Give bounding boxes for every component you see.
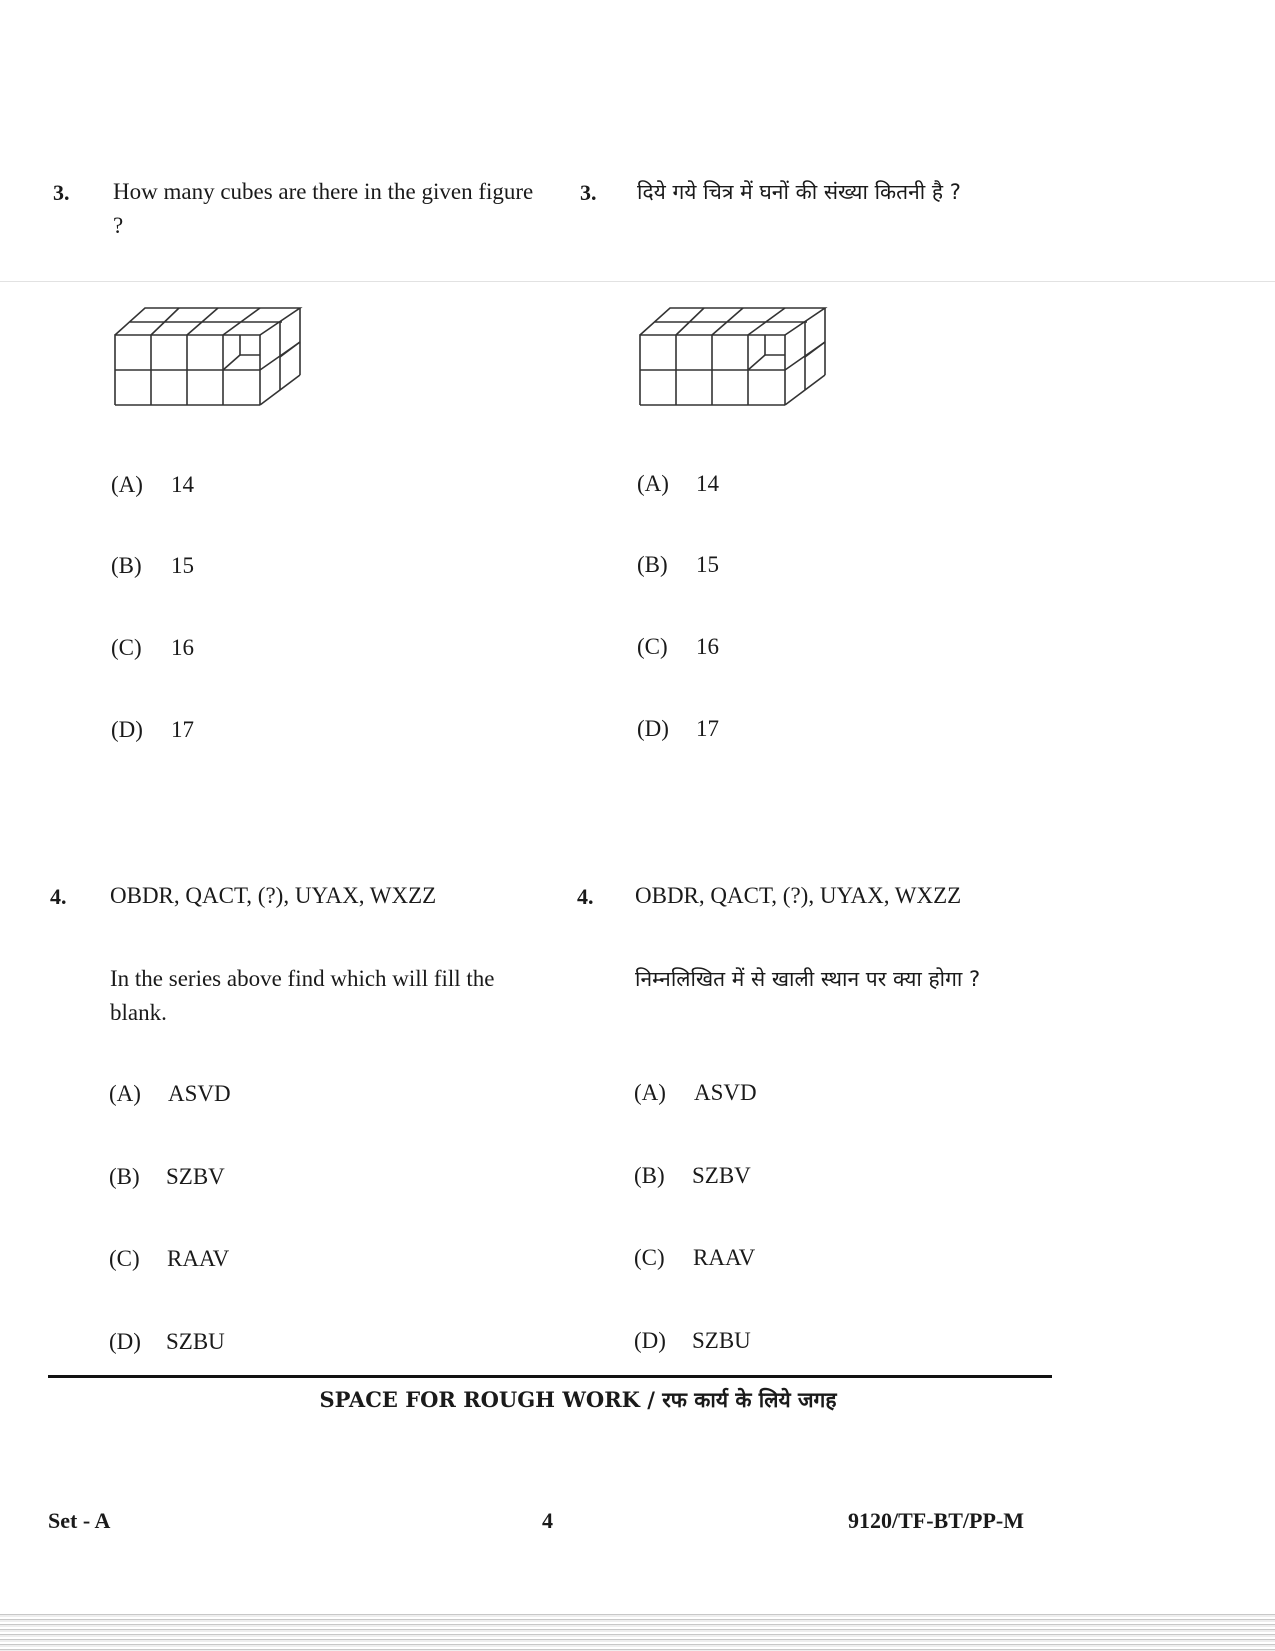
q4-question-hi: निम्नलिखित में से खाली स्थान पर क्या होगा ? — [635, 967, 981, 991]
q4-option-d-value: SZBU — [166, 1329, 225, 1354]
rough-work-divider — [48, 1375, 1052, 1378]
footer-set: Set - A — [48, 1508, 111, 1533]
q3-option-a-label-hi: (A) — [637, 471, 669, 496]
q4-series-hi: OBDR, QACT, (?), UYAX, WXZZ — [635, 883, 962, 908]
q4-number-en: 4. — [50, 884, 67, 909]
q3-option-c-value: 16 — [171, 635, 194, 660]
q3-option-a-value: 14 — [171, 472, 194, 497]
q4-option-b-label-hi: (B) — [634, 1163, 665, 1188]
q4-option-a-value-hi: ASVD — [694, 1080, 757, 1105]
q4-option-c-value: RAAV — [167, 1246, 230, 1271]
q3-option-d-label: (D) — [111, 717, 143, 742]
cube-figure-hi — [635, 300, 835, 410]
q4-option-b-value: SZBV — [166, 1164, 225, 1189]
q3-question-hi: दिये गये चित्र में घनों की संख्या कितनी है ? — [637, 180, 961, 204]
q4-option-d-value-hi: SZBU — [692, 1328, 751, 1353]
cube-figure-en — [110, 300, 310, 410]
q4-option-a-value: ASVD — [168, 1081, 231, 1106]
q4-option-d-label-hi: (D) — [634, 1328, 666, 1353]
scan-edge — [0, 1612, 1275, 1651]
q4-option-b-value-hi: SZBV — [692, 1163, 751, 1188]
q4-option-b-label: (B) — [109, 1164, 140, 1189]
q3-option-b-value: 15 — [171, 553, 194, 578]
q4-option-c-value-hi: RAAV — [693, 1245, 756, 1270]
q3-number-hi: 3. — [580, 180, 597, 205]
q4-number-hi: 4. — [577, 884, 594, 909]
q4-series-en: OBDR, QACT, (?), UYAX, WXZZ — [110, 883, 437, 908]
q4-option-c-label-hi: (C) — [634, 1245, 665, 1270]
q3-option-a-value-hi: 14 — [696, 471, 719, 496]
q3-option-b-label: (B) — [111, 553, 142, 578]
q4-question-en: In the series above find which will fill the blank. — [110, 966, 495, 1025]
q3-option-b-value-hi: 15 — [696, 552, 719, 577]
q3-option-c-value-hi: 16 — [696, 634, 719, 659]
q3-option-b-label-hi: (B) — [637, 552, 668, 577]
q3-option-a-label: (A) — [111, 472, 143, 497]
q3-option-c-label-hi: (C) — [637, 634, 668, 659]
footer-page-number: 4 — [542, 1508, 553, 1533]
q4-option-c-label: (C) — [109, 1246, 140, 1271]
q4-option-a-label: (A) — [109, 1081, 141, 1106]
q3-option-d-value: 17 — [171, 717, 194, 742]
q3-option-d-value-hi: 17 — [696, 716, 719, 741]
footer-code: 9120/TF-BT/PP-M — [848, 1508, 1024, 1533]
q4-option-d-label: (D) — [109, 1329, 141, 1354]
q4-option-a-label-hi: (A) — [634, 1080, 666, 1105]
q3-question-en: How many cubes are there in the given figure ? — [113, 179, 534, 238]
rough-work-title: SPACE FOR ROUGH WORK / रफ कार्य के लिये जगह — [319, 1387, 837, 1412]
scan-divider — [0, 281, 1275, 282]
q3-number-en: 3. — [53, 180, 70, 205]
q3-option-c-label: (C) — [111, 635, 142, 660]
q3-option-d-label-hi: (D) — [637, 716, 669, 741]
